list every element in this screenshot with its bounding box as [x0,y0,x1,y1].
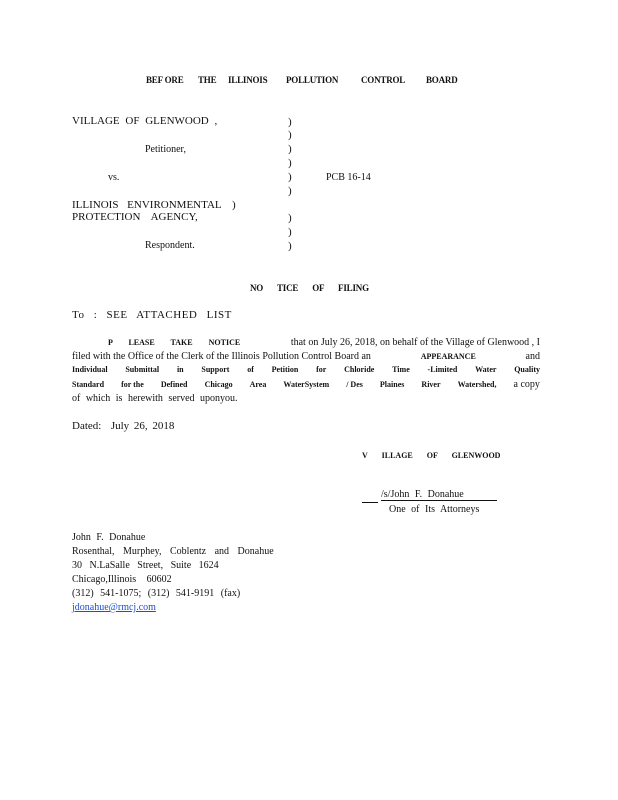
caption-paren: ) [288,212,292,224]
contact-name: John F. Donahue [72,532,146,543]
body-line-1 [72,337,540,351]
submittal-word: of [247,365,254,374]
submittal-word: for the [121,380,144,389]
signature-name: /s/John F. Donahue [381,489,497,501]
notice-title: NO TICE OF FILING [250,283,369,293]
caption-paren: ) [288,116,292,128]
caption-paren: ) [288,226,292,238]
submittal-word: Area [249,380,267,389]
contact-city: Chicago,Illinois 60602 [72,574,172,585]
heading-word-5: CONTROL [361,75,406,85]
caption-paren: ) [288,129,292,141]
caption-paren: ) [288,157,292,169]
body-line-5: of which is herewith served uponyou. [72,393,238,404]
submittal-word: WaterSystem [283,380,330,389]
heading-word-1: BEF ORE [146,75,184,85]
submittal-word: Petition [271,365,299,374]
submittal-word: Time [392,365,410,374]
contact-firm: Rosenthal, Murphey, Coblentz and Donahue [72,546,274,557]
petitioner-role: Petitioner, [145,144,186,155]
caption-paren: ) [288,143,292,155]
body-line-2-end: and [525,351,540,362]
respondent-paren: ) [232,199,236,211]
body-line-2-text: filed with the Office of the Clerk of the Illinois Pollution Control Board an [72,351,371,362]
submittal-word: -Limited [427,365,458,374]
versus-label: vs. [108,172,120,183]
signature-title: One of Its Attorneys [389,504,480,515]
submittal-word: Chicago [204,380,233,389]
submittal-word: Standard [72,380,105,389]
submittal-word: Support [201,365,230,374]
body-line-2 [72,351,540,365]
heading-word-2: THE [198,75,217,85]
submittal-word: Watershed, [457,380,497,389]
submittal-word: for [316,365,327,374]
body-line-4 [72,379,540,393]
dated-line: Dated: July 26, 2018 [72,420,175,432]
body-paragraph [72,337,540,407]
submittal-word: Water [475,365,497,374]
body-line-4-end: a copy [513,379,540,390]
contact-email-link[interactable] [72,602,174,613]
heading-word-4: POLLUTION [286,75,339,85]
submittal-word: Defined [160,380,188,389]
case-number: PCB 16-14 [326,172,371,183]
contact-phone: (312) 541-1075; (312) 541-9191 (fax) [72,588,241,599]
contact-email[interactable]: jdonahue@rmcj.com [72,602,156,613]
respondent-line-2: PROTECTION AGENCY, [72,211,198,223]
contact-street: 30 N.LaSalle Street, Suite 1624 [72,560,219,571]
to-line: To : SEE ATTACHED LIST [72,309,232,321]
caption-paren: ) [288,171,292,183]
respondent-line-1: ILLINOIS ENVIRONMENTAL [72,199,222,211]
submittal-word: Chloride [344,365,375,374]
heading-word-6: BOARD [426,75,458,85]
caption-paren: ) [288,240,292,252]
caption-paren: ) [288,185,292,197]
submittal-word: / Des [346,380,363,389]
submittal-word: River [421,380,441,389]
body-line-1-text: that on July 26, 2018, on behalf of the Village of Glenwood , I [290,337,540,348]
please-take-notice: P LEASE TAKE NOTICE [108,338,241,347]
respondent-role: Respondent. [145,240,195,251]
body-line-3 [72,365,540,379]
submittal-word: Individual [72,365,108,374]
submittal-word: Plaines [379,380,405,389]
submittal-word: Submittal [125,365,160,374]
appearance-label: APPEARANCE [420,352,476,361]
petitioner-name: VILLAGE OF GLENWOOD , [72,115,218,127]
signature-party: V ILLAGE OF GLENWOOD [362,451,501,460]
signature-line-left [362,502,378,503]
heading-word-3: ILLINOIS [228,75,268,85]
submittal-word: in [176,365,184,374]
submittal-word: Quality [514,365,540,374]
